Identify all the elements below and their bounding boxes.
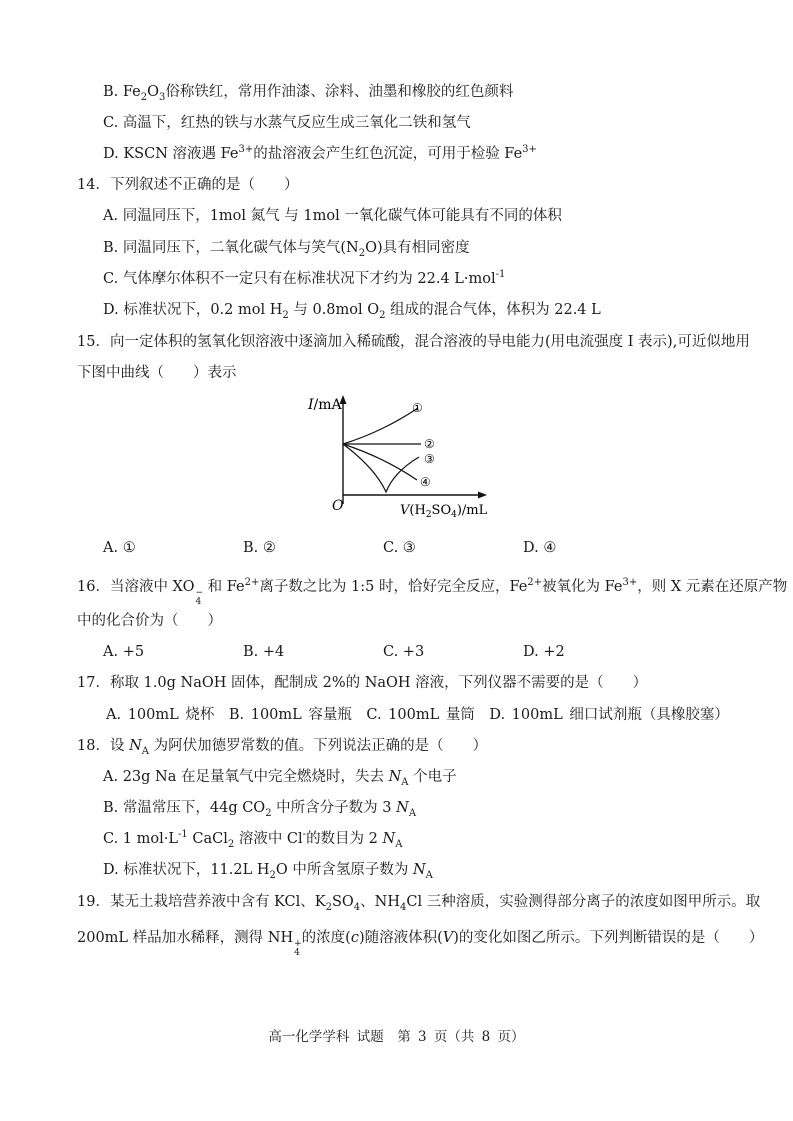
q19-stem-line2: 200mL 样品加水稀释，测得 NH + 4 的浓度(c)随溶液体积(V)的变化如图乙所示。下列判断错误的是（ ） — [77, 930, 764, 958]
q16-option-c: C. +3 — [383, 644, 425, 660]
q15-option-a: A. ① — [103, 540, 136, 556]
q15-option-c: C. ③ — [383, 540, 416, 556]
curve-3-label: ③ — [424, 452, 435, 466]
curve-3 — [343, 444, 419, 492]
q15-options — [103, 538, 663, 558]
q16-option-b: B. +4 — [243, 644, 285, 660]
curve-1-label: ① — [412, 401, 423, 415]
q13-option-c: C. 高温下，红热的铁与水蒸气反应生成三氧化二铁和氢气 — [103, 115, 471, 131]
curve-4 — [343, 444, 417, 480]
q13-option-b: B. $Fe_2O_3$俗称铁红，常用作油漆、涂料、油墨和橡胶的红色颜料 — [103, 84, 514, 103]
q19-stem-line1: 19．某无土栽培营养液中含有 KCl、$K_2SO_4$、$NH_4Cl$ 三种溶质，实验测得部分离子的浓度如图甲所示。取 — [77, 894, 761, 913]
q18-option-c: C. 1 $mol\cdot L^{-1}$ CaCl$_2$ 溶液中 Cl-的数目为 2 $N_A$ — [103, 829, 403, 850]
q13-option-d: D. KSCN 溶液遇 $Fe^{3+}$的盐溶液会产生红色沉淀，可用于检验 $Fe^{3+}$ — [103, 144, 537, 162]
page-footer: 高一化学学科 试题 第 3 页（共 8 页） — [268, 1029, 525, 1045]
q14-option-a: A. 同温同压下，1mol 氮气 与 1mol 一氧化碳气体可能具有不同的体积 — [103, 208, 562, 224]
x-axis-label: $V(H_2SO_4)/mL$ — [400, 503, 488, 520]
q18-stem: 18．设 $N_A$ 为阿伏加德罗常数的值。下列说法正确的是（ ） — [77, 738, 488, 757]
q15-stem-line1: 15．向一定体积的氢氧化钡溶液中逐滴加入稀硫酸，混合溶液的导电能力(用电流强度 I 表示),可近似地用 — [77, 334, 750, 350]
q16-option-a: A. +5 — [103, 644, 145, 660]
q16-stem-line2: 中的化合价为（ ） — [77, 613, 222, 629]
q15-option-b: B. ② — [243, 540, 276, 556]
conductivity-graph — [290, 392, 500, 520]
q16-option-d: D. +2 — [523, 644, 565, 660]
q16-stem-line1: 16．当溶液中 XO − 4 和 $Fe^{2+}$离子数之比为 1:5 时，恰好完全反应，$Fe^{2+}$被氧化为 $Fe^{3+}$，则 X 元素在还原产物 — [77, 577, 788, 607]
q17-stem: 17．称取 1.0g NaOH 固体，配制成 2%的 NaOH 溶液，下列仪器不需要的是（ ） — [77, 675, 648, 691]
q16-options — [103, 642, 663, 662]
curve-2-label: ② — [424, 437, 435, 451]
q18-option-b: B. 常温常压下，44g $CO_2$ 中所含分子数为 3 $N_A$ — [103, 800, 417, 819]
q14-option-b: B. 同温同压下，二氧化碳气体与笑气$(N_2O)$具有相同密度 — [103, 240, 470, 259]
curve-1 — [343, 408, 418, 444]
q18-option-d: D. 标准状况下，11.2L $H_2O$ 中所含氢原子数为 $N_A$ — [103, 862, 433, 881]
origin-label: O — [332, 498, 344, 514]
q14-stem: 14．下列叙述不正确的是（ ） — [77, 177, 299, 193]
q15-stem-line2: 下图中曲线（ ）表示 — [77, 365, 237, 381]
q18-option-a: A. 23g Na 在足量氧气中完全燃烧时，失去 $N_A$ 个电子 — [103, 769, 457, 788]
y-axis-label: I/mA — [308, 397, 342, 413]
x-axis-arrow — [478, 492, 487, 499]
q14-option-c: C. 气体摩尔体积不一定只有在标准状况下才约为 22.4 L·mol$^{-1}$ — [103, 269, 506, 287]
curve-4-label: ④ — [420, 475, 431, 489]
q14-option-d: D. 标准状况下，0.2 mol $H_2$ 与 0.8mol $O_2$ 组成的混合气体，体积为 22.4 L — [103, 302, 601, 321]
q15-option-d: D. ④ — [523, 540, 557, 556]
q17-options: A. 100mL 烧杯 B. 100mL 容量瓶 C. 100mL 量筒 D. 100mL 细口试剂瓶（具橡胶塞） — [106, 707, 729, 723]
